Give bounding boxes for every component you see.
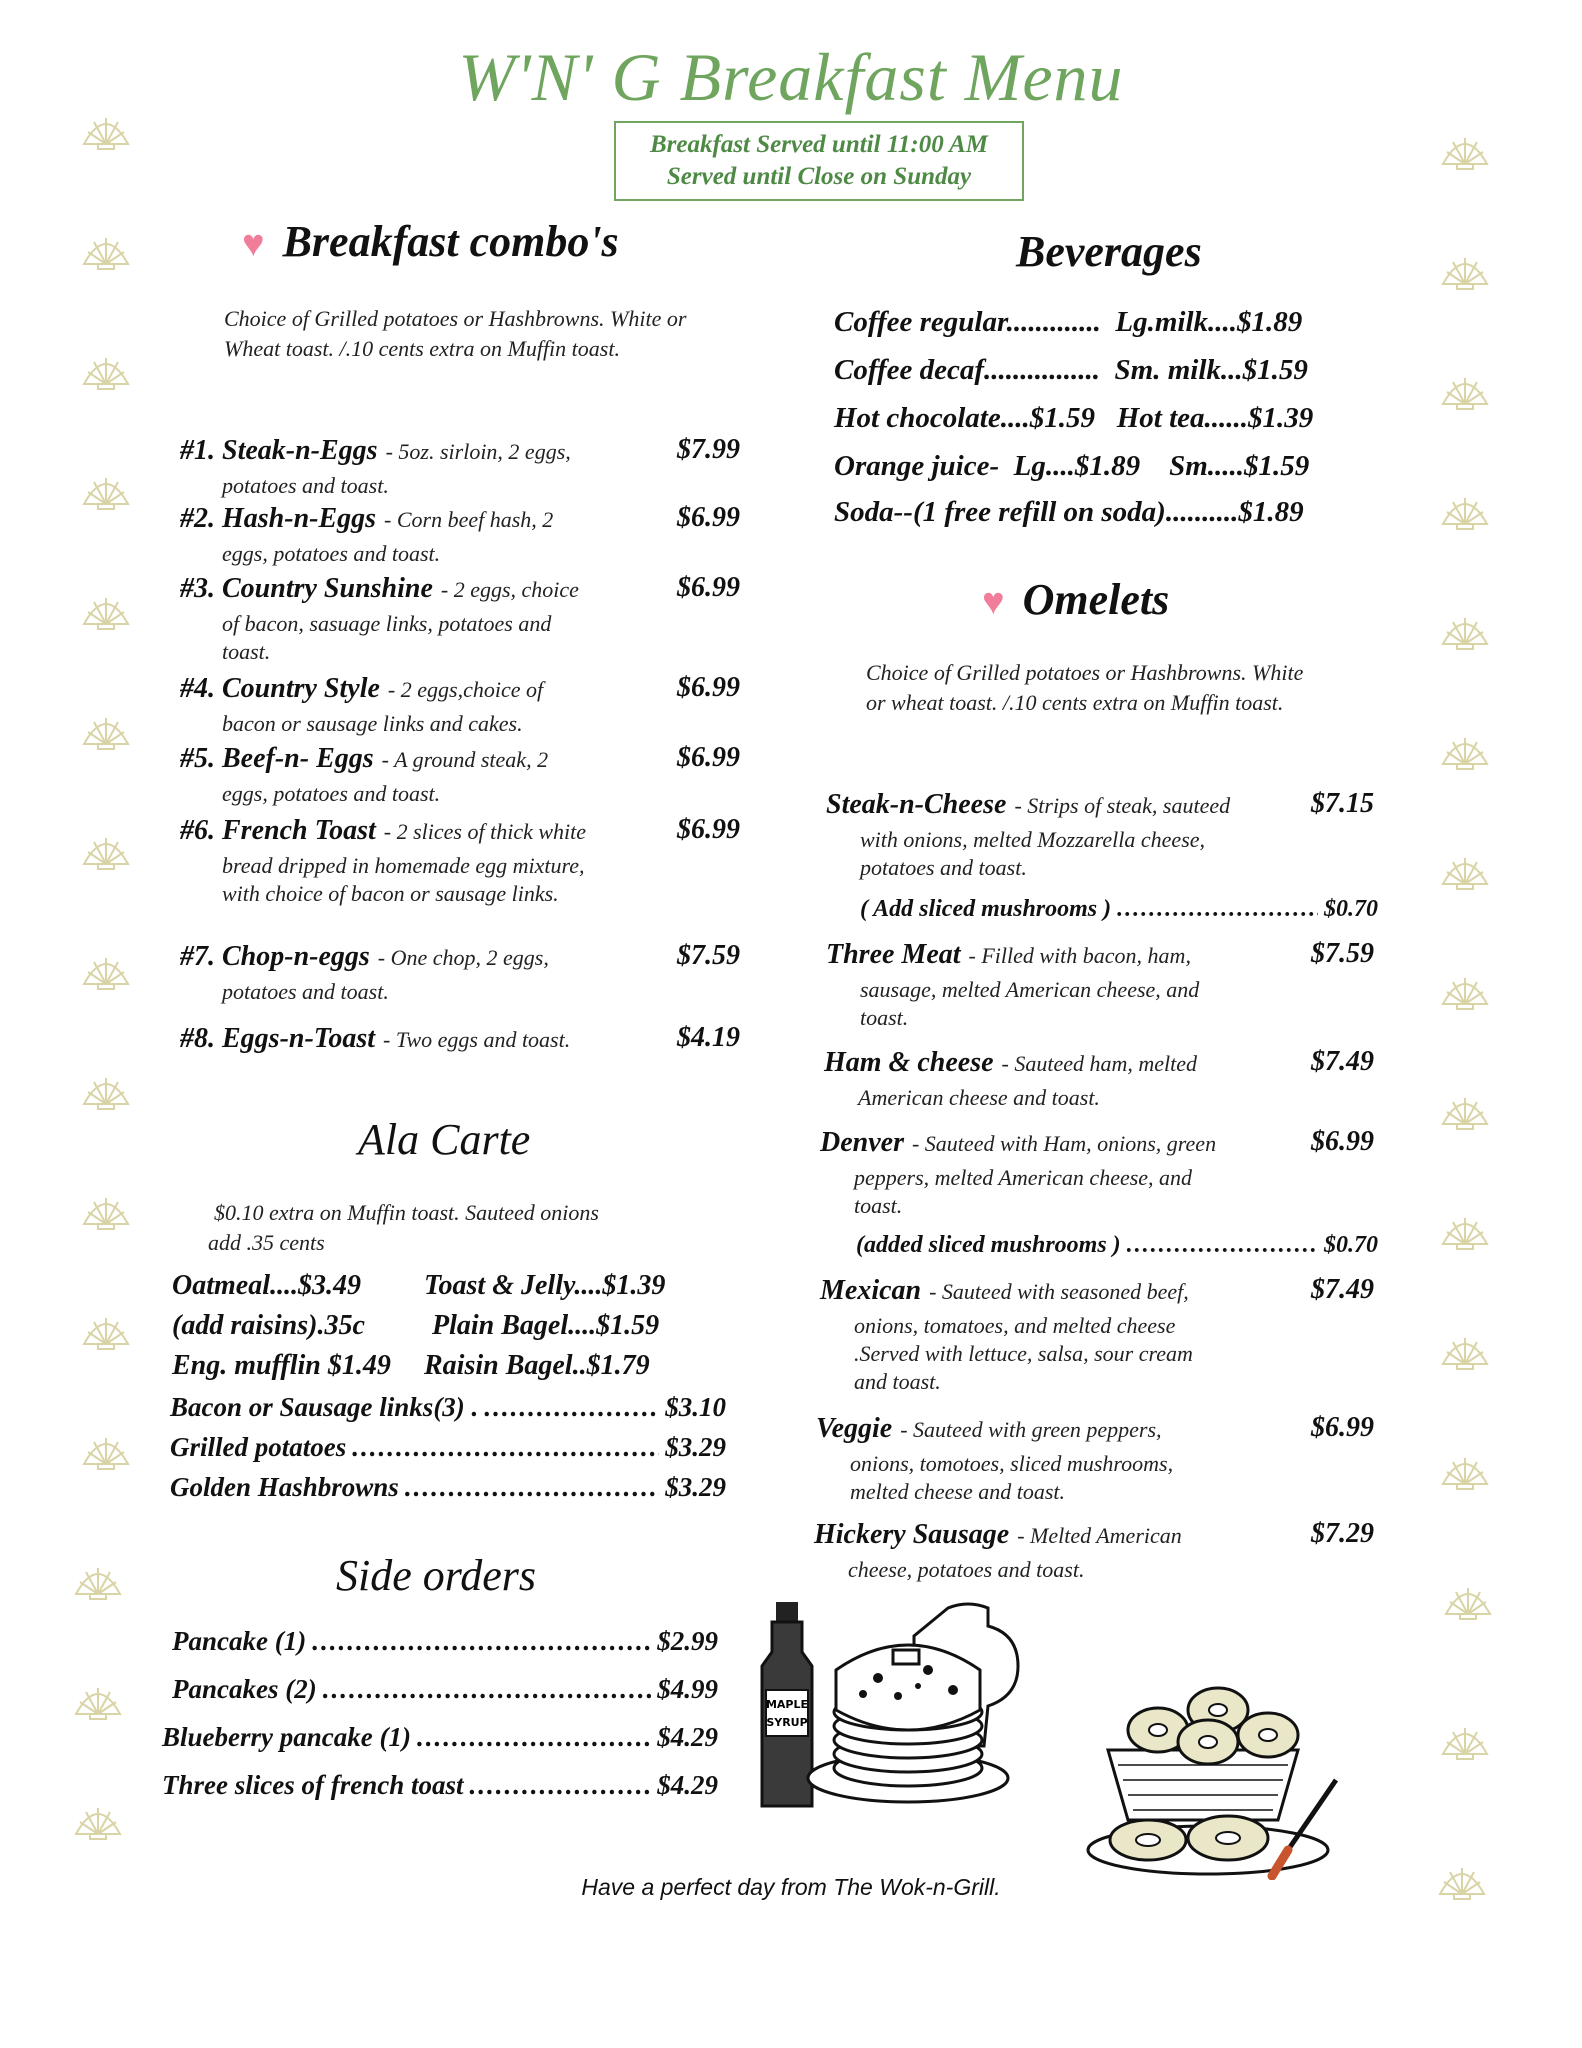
alacarte-item: Toast & Jelly....$1.39 [424,1270,666,1301]
shell-icon [1439,610,1491,650]
alacarte-line-price: $3.29 [665,1432,726,1462]
omelet-addon-line-label: (added sliced mushrooms ) [856,1232,1121,1258]
shell-icon [1439,130,1491,170]
omelet-price: $7.49 [1311,1046,1374,1077]
alacarte-note [208,1198,714,1258]
omelet-price: $6.99 [1311,1412,1374,1443]
alacarte-line [170,1392,726,1423]
menu-title: W'N' G Breakfast Menu [458,39,1124,115]
alacarte-line [170,1472,726,1503]
combos-note: Choice of Grilled potatoes or Hashbrowns. White or Wheat toast. /.10 cents extra on Muffin toast. [224,306,687,361]
heart-icon: ♥ [982,581,1005,623]
side-order-line-label: Pancakes (2) [172,1674,317,1704]
hours-line-2: Served until Close on Sunday [666,163,972,190]
omelet-item [816,1412,1374,1506]
alacarte-line-label: Grilled potatoes [170,1432,347,1462]
leader-dots [1127,1232,1318,1259]
shell-icon [1439,1450,1491,1490]
heart-icon: ♥ [242,223,265,265]
combo-price: $4.19 [677,1022,740,1053]
leader-dots [405,1472,659,1503]
omelet-addon-line-price: $0.70 [1324,896,1378,922]
leader-dots [484,1392,659,1423]
combo-item [180,940,740,1006]
omelet-price: $7.59 [1311,938,1374,969]
omelet-desc: - Sauteed with Ham, onions, green [911,1131,1217,1156]
combo-name: #1. Steak-n-Eggs [180,435,378,466]
syrup-bottle-icon [762,1602,812,1806]
omelet-item [826,788,1374,882]
combo-name: #7. Chop-n-eggs [180,941,370,972]
leader-dots [323,1674,652,1705]
combo-desc: - Two eggs and toast. [383,1027,571,1052]
omelet-addon-line [860,896,1378,923]
combo-name: #6. French Toast [180,815,376,846]
omelet-desc-cont: peppers, melted American cheese, and toast. [854,1165,1193,1218]
shell-icon [1439,1090,1491,1130]
combo-name: #3. Country Sunshine [180,573,433,604]
omelet-desc: - Sauteed with green peppers, [900,1417,1162,1442]
side-order-line [162,1722,718,1753]
shell-icon [1439,850,1491,890]
omelet-desc-cont: onions, tomotoes, sliced mushrooms, melted cheese and toast. [850,1451,1174,1504]
sides-heading: Side orders [336,1551,537,1600]
omelet-desc: - Melted American [1017,1523,1182,1548]
shell-icon [80,1430,132,1470]
leader-dots [352,1432,659,1463]
alacarte-line [170,1432,726,1463]
side-order-line-price: $4.29 [657,1770,718,1800]
combo-desc-cont: eggs, potatoes and toast. [222,541,441,566]
shell-icon [1439,490,1491,530]
combo-item [180,672,740,738]
omelet-desc-cont: with onions, melted Mozzarella cheese, potatoes and toast. [860,827,1206,880]
beverage-line: Hot chocolate....$1.59 Hot tea......$1.39 [834,402,1314,434]
leader-dots [1117,896,1318,923]
side-order-line-price: $4.29 [657,1722,718,1752]
omelet-desc-cont: onions, tomatoes, and melted cheese .Served with lettuce, salsa, sour cream and toast. [854,1313,1193,1394]
combo-price: $7.99 [677,434,740,465]
alacarte-heading: Ala Carte [358,1115,531,1164]
shell-icon [72,1680,124,1720]
alacarte-note-line-2: add .35 cents [208,1230,325,1255]
shell-icon [80,110,132,150]
shell-icon [72,1560,124,1600]
hours-box [614,121,1024,201]
alacarte-line-label: Bacon or Sausage links(3) . [170,1392,479,1422]
shell-icon [1439,1210,1491,1250]
side-order-line [172,1626,718,1657]
omelet-item [820,1126,1374,1220]
side-order-line-label: Blueberry pancake (1) [162,1722,411,1752]
combo-item [180,502,740,568]
shell-icon [80,950,132,990]
omelet-addon-line-price: $0.70 [1324,1232,1378,1258]
combo-item [180,814,740,908]
combo-item [180,434,740,500]
combo-desc: - One chop, 2 eggs, [377,945,549,970]
syrup-label-2: SYRUP [766,1716,808,1729]
shell-icon [80,470,132,510]
combo-price: $6.99 [677,672,740,703]
omelet-price: $7.49 [1311,1274,1374,1305]
alacarte-note-line-1: $0.10 extra on Muffin toast. Sauteed onions [214,1200,599,1225]
syrup-label-1: MAPLE [765,1698,809,1711]
shell-icon [1439,1720,1491,1760]
shell-icon [80,1310,132,1350]
omelet-name: Ham & cheese [824,1047,994,1078]
beverages-heading: Beverages [1016,227,1202,276]
combo-name: #8. Eggs-n-Toast [180,1023,376,1054]
combo-desc: - 2 slices of thick white [383,819,587,844]
combo-price: $6.99 [677,572,740,603]
side-order-line-price: $4.99 [657,1674,718,1704]
shell-icon [80,590,132,630]
omelet-name: Denver [820,1127,904,1158]
shell-icon [1439,970,1491,1010]
combo-price: $6.99 [677,814,740,845]
butter-icon [893,1650,919,1664]
combos-heading [242,216,619,267]
omelet-name: Mexican [820,1275,922,1306]
omelet-desc: - Sauteed with seasoned beef, [929,1279,1189,1304]
omelet-addon-line-label: ( Add sliced mushrooms ) [860,896,1112,922]
bagel-basket-illustration [1078,1680,1348,1880]
omelet-desc-cont: cheese, potatoes and toast. [848,1557,1085,1582]
leader-dots [312,1626,651,1657]
pancake-syrup-illustration [758,1598,1078,1828]
omelet-addon-line [856,1232,1378,1259]
side-order-line-price: $2.99 [657,1626,718,1656]
alacarte-item: (add raisins).35c [172,1310,365,1341]
combo-price: $7.59 [677,940,740,971]
shell-icon [1439,730,1491,770]
shell-icon [1442,1580,1494,1620]
omelet-price: $6.99 [1311,1126,1374,1157]
combo-item [180,572,740,666]
alacarte-item: Oatmeal....$3.49 [172,1270,361,1301]
omelet-name: Hickery Sausage [814,1519,1010,1550]
combo-desc: - A ground steak, 2 [381,747,549,772]
omelets-heading: ♥ Omelets [982,575,1170,624]
combo-price: $6.99 [677,502,740,533]
omelet-desc-cont: American cheese and toast. [858,1085,1100,1110]
combo-desc-cont: bacon or sausage links and cakes. [222,711,523,736]
combo-desc: - Corn beef hash, 2 [384,507,554,532]
shell-icon [72,1800,124,1840]
omelet-desc: - Filled with bacon, ham, [968,943,1191,968]
combo-name: #2. Hash-n-Eggs [180,503,377,534]
omelet-item [826,938,1374,1032]
shell-icon [80,830,132,870]
side-order-line [162,1770,718,1801]
shell-icon [1439,1330,1491,1370]
side-order-line-label: Pancake (1) [172,1626,307,1656]
omelet-price: $7.15 [1311,788,1374,819]
shell-icon [80,710,132,750]
hours-line-1: Breakfast Served until 11:00 AM [650,131,988,158]
omelet-desc: - Sauteed ham, melted [1001,1051,1198,1076]
combo-desc: - 2 eggs, choice [440,577,579,602]
side-order-line-label: Three slices of french toast [162,1770,464,1800]
omelet-name: Three Meat [826,939,961,970]
beverage-line: Coffee decaf................ Sm. milk...$1.59 [834,354,1308,386]
alacarte-line-price: $3.10 [665,1392,726,1422]
beverage-line: Coffee regular............. Lg.milk....$1.89 [834,306,1303,338]
combo-desc-cont: potatoes and toast. [222,473,389,498]
shell-icon [1439,370,1491,410]
shell-icon [80,350,132,390]
footer-text: Have a perfect day from The Wok-n-Grill. [581,1874,1001,1900]
alacarte-line-label: Golden Hashbrowns [170,1472,399,1502]
combo-desc: - 2 eggs,choice of [387,677,544,702]
omelet-desc: - Strips of steak, sauteed [1014,793,1231,818]
combo-desc: - 5oz. sirloin, 2 eggs, [385,439,571,464]
shell-icon [80,1070,132,1110]
alacarte-line-price: $3.29 [665,1472,726,1502]
combos-title: Breakfast combo's [282,217,619,266]
combo-desc-cont: of bacon, sasuage links, potatoes and toast. [222,611,552,664]
shell-icon [80,230,132,270]
omelet-item [814,1518,1374,1584]
omelets-note: Choice of Grilled potatoes or Hashbrowns. White or wheat toast. /.10 cents extra on Muffin toast. [866,660,1304,715]
combo-desc-cont: potatoes and toast. [222,979,389,1004]
combo-name: #5. Beef-n- Eggs [180,743,374,774]
combo-item [180,742,740,808]
beverage-line: Orange juice- Lg....$1.89 Sm.....$1.59 [834,450,1310,482]
alacarte-item: Plain Bagel....$1.59 [432,1310,660,1341]
omelet-name: Veggie [816,1413,893,1444]
shell-icon [80,1190,132,1230]
combo-item [180,1022,740,1060]
leader-dots [469,1770,651,1801]
combo-desc-cont: bread dripped in homemade egg mixture, with choice of bacon or sausage links. [222,853,585,906]
omelet-desc-cont: sausage, melted American cheese, and toast. [860,977,1200,1030]
omelet-name: Steak-n-Cheese [826,789,1007,820]
leader-dots [417,1722,651,1753]
beverage-line: Soda--(1 free refill on soda)..........$1.89 [834,496,1304,528]
shell-icon [1439,250,1491,290]
omelet-item [820,1274,1374,1396]
combo-name: #4. Country Style [180,673,380,704]
alacarte-item: Raisin Bagel..$1.79 [424,1350,650,1381]
side-order-line [172,1674,718,1705]
alacarte-item: Eng. mufflin $1.49 [172,1350,391,1381]
combo-desc-cont: eggs, potatoes and toast. [222,781,441,806]
omelet-item [824,1046,1374,1112]
combo-price: $6.99 [677,742,740,773]
omelet-price: $7.29 [1311,1518,1374,1549]
